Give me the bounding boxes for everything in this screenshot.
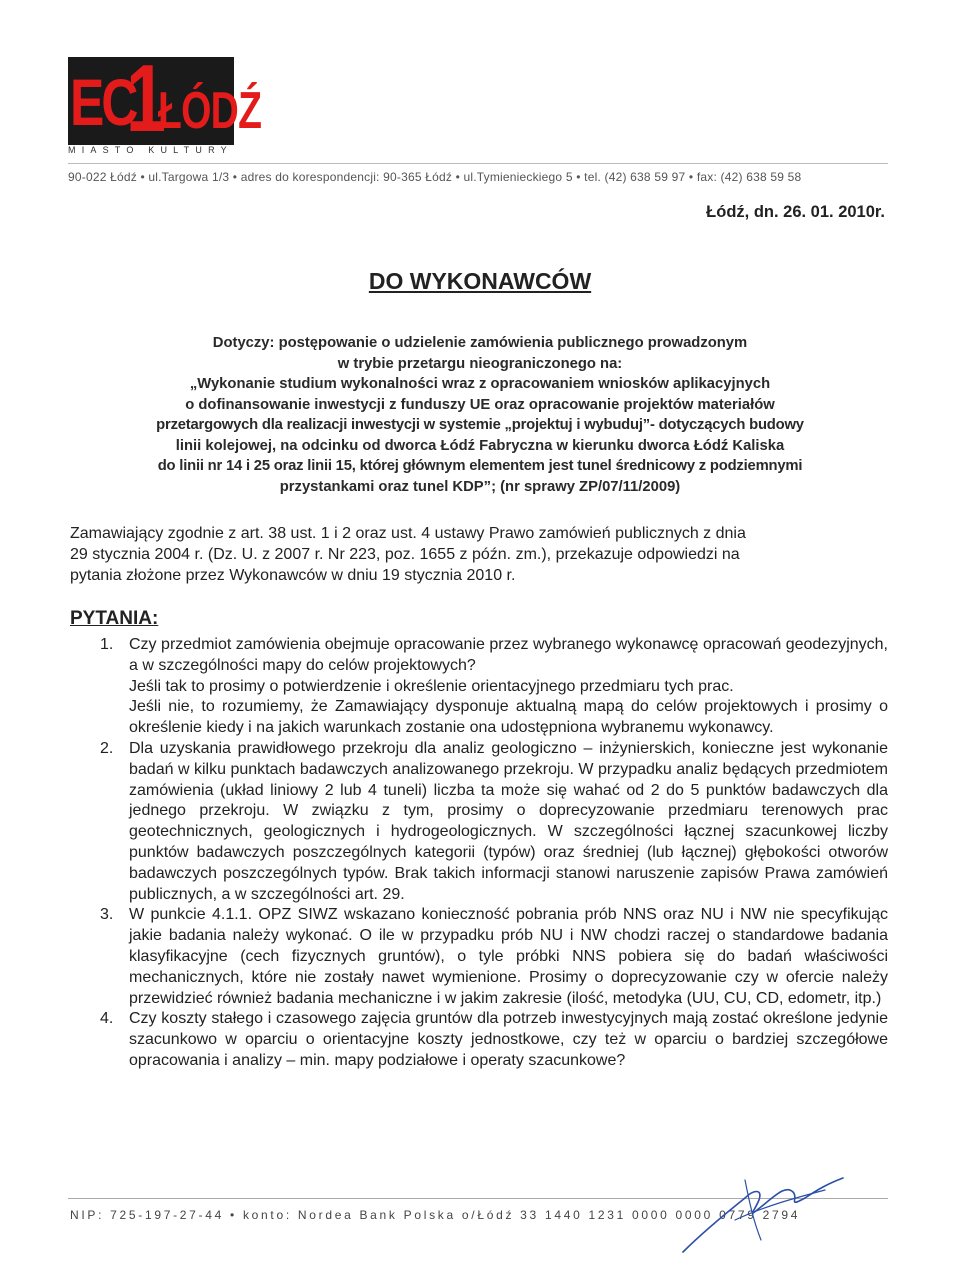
question-item [96,635,888,739]
question-number: 2. [100,739,114,757]
document-date: Łódź, dn. 26. 01. 2010r. [706,203,885,221]
intro-line: 29 stycznia 2004 r. (Dz. U. z 2007 r. Nr 223, poz. 1655 z późn. zm.), przekazuje odpowiedzi na [70,546,740,563]
subject-line: Dotyczy: postępowanie o udzielenie zamówienia publicznego prowadzonym [212,335,748,351]
questions-list [96,635,888,1072]
question-number: 4. [100,1010,114,1028]
signature-icon [675,1150,875,1260]
intro-line: pytania złożone przez Wykonawców w dniu 19 stycznia 2010 r. [70,567,516,584]
question-text: Dla uzyskania prawidłowego przekroju dla analiz geologiczno – inżynierskich, konieczne jest wykonanie badań w kilku punktach badawczych analizowanego przekroju. W przypadku analiz będących przedmiotem zamówienia (układ liniowy 2 lub 4 tuneli) liczba ta może się wahać od 2 do 5 punktów badawczych dla jednego przekroju. W związku z tym, prosimy o doprecyzowanie przedmiaru terenowych prac geotechnicznych, geologicznych i hydrogeologicznych. W szczególności łącznej szacunkowej liczby punktów badawczych poszczególnych kategorii (typów) oraz średniej (lub łącznej) głębokości otworów badawczych poszczególnych typów. Brak takich informacji stanowi naruszenie zapisów Prawa zamówień publicznych, a w szczególności art. 29. [129,739,888,903]
document-title: DO WYKONAWCÓW [368,268,592,294]
question-item [96,905,888,1009]
question-text: Czy koszty stałego i czasowego zajęcia gruntów dla potrzeb inwestycyjnych mają zostać określone jedynie szacunkowo w oparciu o orientacyjne koszty jednostkowe, czy też w oparciu o bardziej szczegółowe opracowania i analizy – min. mapy podziałowe i operaty szacunkowe? [129,1010,888,1069]
question-item [96,739,888,905]
logo-one-text: 1 [126,45,167,152]
subject-line: przystankami oraz tunel KDP”; (nr sprawy ZP/07/11/2009) [279,478,681,495]
question-item [96,1009,888,1071]
logo-tagline: MIASTO KULTURY [68,145,233,155]
subject-line: „Wykonanie studium wykonalności wraz z opracowaniem wniosków aplikacyjnych [189,376,771,392]
subject-line: linii kolejowej, na odcinku od dworca Łódź Fabryczna w kierunku dworca Łódź Kaliska [175,437,785,454]
header-address: 90-022 Łódź • ul.Targowa 1/3 • adres do korespondencji: 90-365 Łódź • ul.Tymienieckiego 5 • tel. (42) 638 59 97 • fax: (42) 638 59 58 [68,170,802,184]
subject-line: do linii nr 14 i 25 oraz linii 15, której głównym elementem jest tunel średnicowy z podziemnymi [157,458,803,474]
question-paragraph: Jeśli nie, to rozumiemy, że Zamawiający dysponuje aktualną mapą do celów projektowych i prosimy o określenie kiedy i na jakich warunkach zostanie ona udostępniona wybranemu wykonawcy. [129,698,888,737]
logo-ec-text: EC [70,65,136,139]
logo [68,45,262,157]
subject-line: przetargowych dla realizacji inwestycji w systemie „projektuj i wybuduj”- dotyczących budowy [156,417,804,433]
intro-line: Zamawiający zgodnie z art. 38 ust. 1 i 2 oraz ust. 4 ustawy Prawo zamówień publicznych z dnia [70,525,746,542]
question-number: 1. [100,636,114,653]
footer-bank-info: NIP: 725-197-27-44 • konto: Nordea Bank Polska o/Łódź 33 1440 1231 0000 0000 0779 2794 [70,1208,801,1222]
subject-line: o dofinansowanie inwestycji z funduszy UE oraz opracowanie projektów materiałów [185,396,775,413]
questions-heading: PYTANIA: [70,608,159,629]
header-divider [68,163,888,164]
intro-paragraph [70,523,900,586]
question-paragraph: Jeśli tak to prosimy o potwierdzenie i określenie orientacyjnego przedmiaru tych prac. [129,677,734,695]
question-number: 3. [100,906,114,924]
subject-line: w trybie przetargu nieograniczonego na: [337,355,623,372]
question-text: W punkcie 4.1.1. OPZ SIWZ wskazano konieczność pobrania prób NNS oraz NU i NW nie specyfikując jakie badania należy wykonać. O ile w przypadku prób NU i NW chodzi raczej o standardowe badania klasyfikacyjne (cech fizycznych gruntów), o tyle próbki NNS pobiera się do badań właściwości mechanicznych, które nie zostały nawet wymienione. Prosimy o doprecyzowanie czy w ofercie należy przewidzieć również badania mechaniczne i w jakim zakresie (ilość, metodyka (UU, CU, CD, edometr, itp.) [129,906,888,1007]
question-text: Czy przedmiot zamówienia obejmuje opracowanie przez wybranego wykonawcę opracowań geodezyjnych, a w szczególności mapy do celów projektowych? [129,636,888,674]
subject-block [70,333,890,497]
logo-city-text: ŁÓDŹ [158,82,262,140]
